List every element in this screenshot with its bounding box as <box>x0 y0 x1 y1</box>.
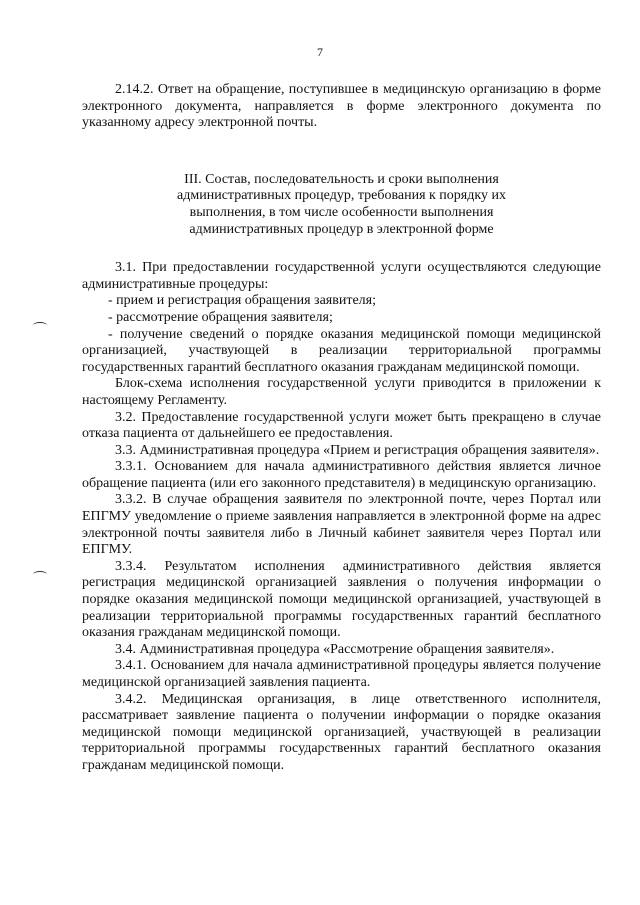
paragraph-3-1: 3.1. При предоставлении государственной услуги осуществляются следующие административные процедуры: <box>82 260 601 292</box>
margin-mark <box>33 571 47 578</box>
paragraph-3-4-1: 3.4.1. Основанием для начала административной процедуры является получение медицинской организацией заявления пациента. <box>82 658 601 690</box>
paragraph-block-scheme: Блок-схема исполнения государственной услуги приводится в приложении к настоящему Регламенту. <box>82 376 601 408</box>
list-item: - рассмотрение обращения заявителя; <box>108 309 333 325</box>
paragraph-3-4-2: 3.4.2. Медицинская организация, в лице ответственного исполнителя, рассматривает заявление пациента о получении информации о порядке оказания медицинской помощи медицинской организацией, участвующей в реализации территориальной программы государственных гарантий бесплатного оказания гражданам медицинской помощи. <box>82 691 601 773</box>
document-body <box>82 82 601 775</box>
paragraph-3-3-4: 3.3.4. Результатом исполнения административного действия является регистрация медицинской организацией заявления о получения информации о порядке оказания медицинской помощи медицинской организацией, участвующей в реализации территориальной программы государственных гарантий бесплатного оказания гражданам медицинской помощи. <box>82 558 601 641</box>
page-number: 7 <box>317 45 323 59</box>
paragraph-2-14-2: 2.14.2. Ответ на обращение, поступившее в медицинскую организацию в форме электронного документа, направляется в форме электронного документа по указанному адресу электронной почты. <box>82 82 601 131</box>
margin-mark <box>33 322 47 329</box>
list-item: - получение сведений о порядке оказания медицинской помощи медицинской организацией, участвующей в реализации территориальной программы государственных гарантий бесплатного оказания гражданам медицинской помощи. <box>82 326 601 375</box>
paragraph-3-4: 3.4. Административная процедура «Рассмотрение обращения заявителя». <box>115 641 555 657</box>
paragraph-3-3-2: 3.3.2. В случае обращения заявителя по электронной почте, через Портал или ЕПГМУ уведомление о приеме заявления направляется в электронной форме на адрес электронной почты заявителя либо в Личный кабинет заявителя через Портал или ЕПГМУ. <box>82 492 601 558</box>
paragraph-3-2: 3.2. Предоставление государственной услуги может быть прекращено в случае отказа пациента от дальнейшего ее предоставления. <box>82 409 601 442</box>
paragraph-3-3-1: 3.3.1. Основанием для начала административного действия является личное обращение пациента (или его законного представителя) в медицинскую организацию. <box>82 459 601 491</box>
section-heading: III. Состав, последовательность и сроки выполнения административных процедур, требования к порядку их выполнения, в том числе особенности выполнения административных процедур в электронной форме <box>177 171 506 237</box>
list-item: - прием и регистрация обращения заявителя; <box>108 293 376 309</box>
paragraph-3-3: 3.3. Административная процедура «Прием и регистрация обращения заявителя». <box>115 442 600 458</box>
